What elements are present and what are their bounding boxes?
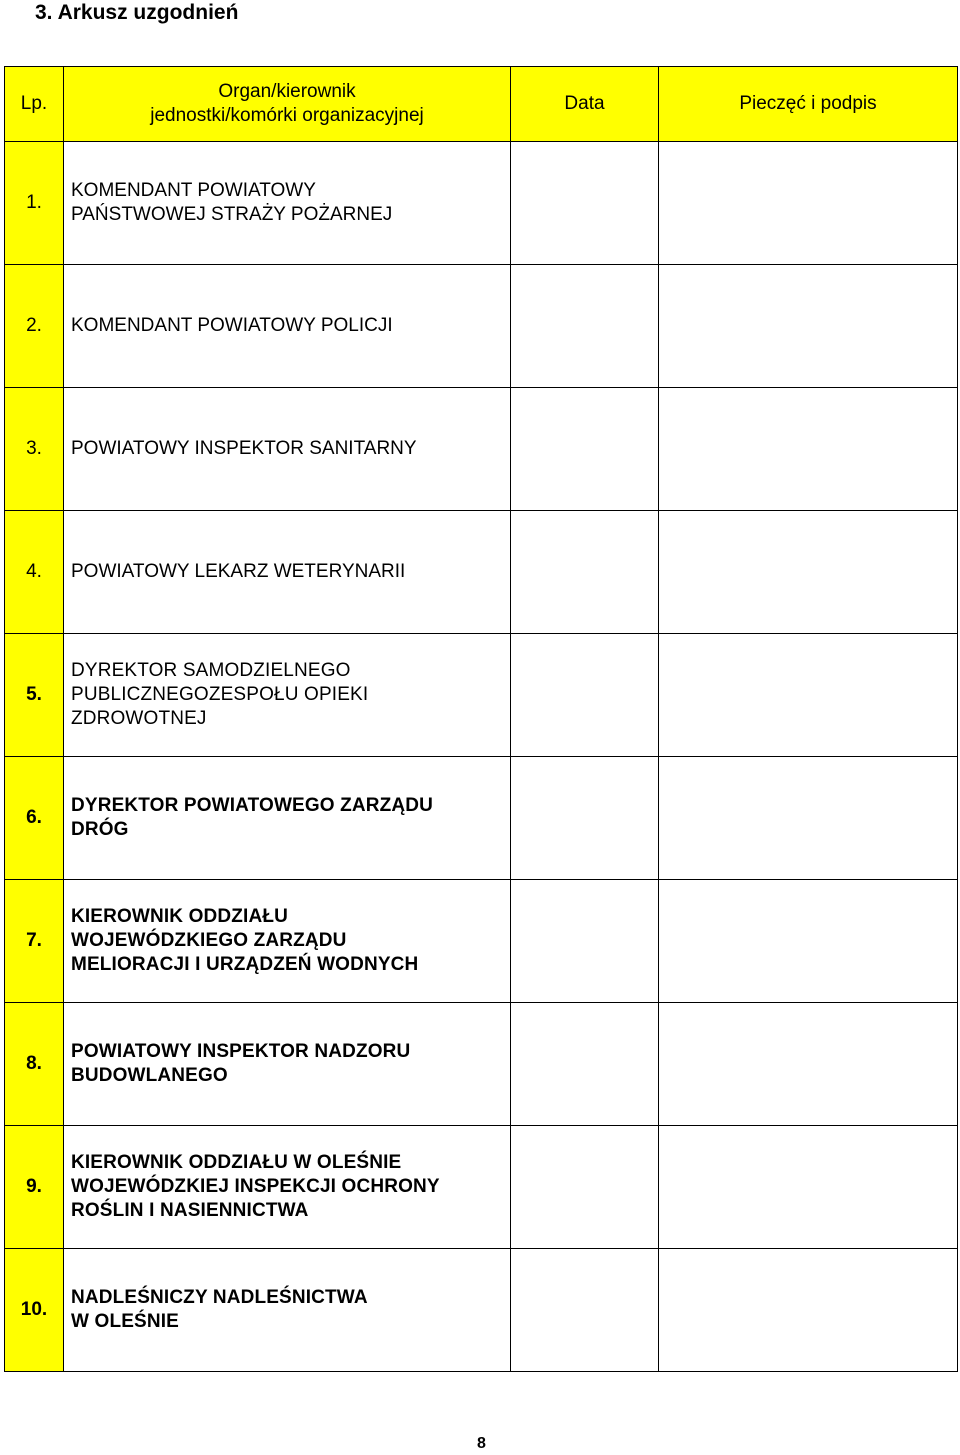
header-lp: Lp. (5, 67, 64, 142)
row-number: 8. (5, 1003, 64, 1126)
organ-name: POWIATOWY LEKARZ WETERYNARII (64, 511, 511, 634)
organ-name: NADLEŚNICZY NADLEŚNICTWA W OLEŚNIE (64, 1249, 511, 1372)
organ-name: KIEROWNIK ODDZIAŁU W OLEŚNIE WOJEWÓDZKIEJ INSPEKCJI OCHRONY ROŚLIN I NASIENNICTWA (64, 1126, 511, 1249)
row-number: 3. (5, 388, 64, 511)
stamp-signature-cell[interactable] (659, 1249, 958, 1372)
stamp-signature-cell[interactable] (659, 1126, 958, 1249)
table-row (5, 1249, 958, 1372)
table-row (5, 634, 958, 757)
organ-name: POWIATOWY INSPEKTOR SANITARNY (64, 388, 511, 511)
table-row (5, 388, 958, 511)
stamp-signature-cell[interactable] (659, 511, 958, 634)
organ-name: DYREKTOR SAMODZIELNEGO PUBLICZNEGOZESPOŁU OPIEKI ZDROWOTNEJ (64, 634, 511, 757)
stamp-signature-cell[interactable] (659, 388, 958, 511)
table-body (5, 142, 958, 1372)
table-row (5, 757, 958, 880)
table-header-row (5, 67, 958, 142)
date-cell[interactable] (511, 265, 659, 388)
approval-table (4, 66, 958, 1372)
table-row (5, 880, 958, 1003)
row-number: 10. (5, 1249, 64, 1372)
stamp-signature-cell[interactable] (659, 142, 958, 265)
organ-name: KOMENDANT POWIATOWY POLICJI (64, 265, 511, 388)
section-title: 3. Arkusz uzgodnień (35, 1, 239, 24)
stamp-signature-cell[interactable] (659, 880, 958, 1003)
date-cell[interactable] (511, 1003, 659, 1126)
date-cell[interactable] (511, 880, 659, 1003)
organ-name: KIEROWNIK ODDZIAŁU WOJEWÓDZKIEGO ZARZĄDU MELIORACJI I URZĄDZEŃ WODNYCH (64, 880, 511, 1003)
date-cell[interactable] (511, 388, 659, 511)
stamp-signature-cell[interactable] (659, 1003, 958, 1126)
table-row (5, 265, 958, 388)
date-cell[interactable] (511, 634, 659, 757)
row-number: 5. (5, 634, 64, 757)
row-number: 2. (5, 265, 64, 388)
date-cell[interactable] (511, 757, 659, 880)
date-cell[interactable] (511, 1126, 659, 1249)
row-number: 7. (5, 880, 64, 1003)
row-number: 6. (5, 757, 64, 880)
header-stamp-signature: Pieczęć i podpis (659, 67, 958, 142)
date-cell[interactable] (511, 142, 659, 265)
table-row (5, 511, 958, 634)
header-organ: Organ/kierownik jednostki/komórki organizacyjnej (64, 67, 511, 142)
table-row (5, 142, 958, 265)
row-number: 9. (5, 1126, 64, 1249)
header-date: Data (511, 67, 659, 142)
organ-name: DYREKTOR POWIATOWEGO ZARZĄDU DRÓG (64, 757, 511, 880)
date-cell[interactable] (511, 1249, 659, 1372)
organ-name: POWIATOWY INSPEKTOR NADZORU BUDOWLANEGO (64, 1003, 511, 1126)
date-cell[interactable] (511, 511, 659, 634)
organ-name: KOMENDANT POWIATOWY PAŃSTWOWEJ STRAŻY POŻARNEJ (64, 142, 511, 265)
stamp-signature-cell[interactable] (659, 757, 958, 880)
row-number: 1. (5, 142, 64, 265)
row-number: 4. (5, 511, 64, 634)
stamp-signature-cell[interactable] (659, 634, 958, 757)
page-number: 8 (477, 1435, 486, 1452)
table-row (5, 1003, 958, 1126)
stamp-signature-cell[interactable] (659, 265, 958, 388)
table-row (5, 1126, 958, 1249)
